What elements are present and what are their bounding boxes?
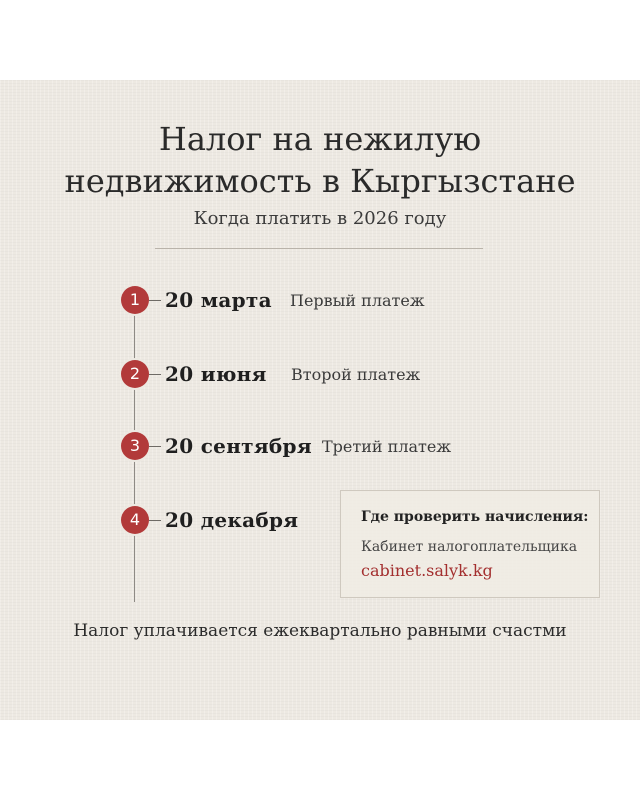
footer-note: Налог уплачивается ежеквартально равными счастми — [73, 621, 567, 641]
step-label: Третий платеж — [322, 437, 452, 456]
page-subtitle: Когда платить в 2026 году — [193, 208, 447, 229]
step-label: Второй платеж — [291, 365, 421, 384]
step-label: Первый платеж — [290, 291, 425, 310]
step-number-badge: 1 — [121, 286, 149, 314]
step-number-badge: 4 — [121, 506, 149, 534]
step-connector — [149, 300, 161, 301]
step-number-badge: 3 — [121, 432, 149, 460]
check-charges-heading: Где проверить начисления: — [361, 509, 589, 525]
tax-info-card — [0, 80, 640, 720]
step-connector — [149, 374, 161, 375]
step-connector — [149, 446, 161, 447]
timeline-step-3 — [0, 432, 640, 462]
step-connector — [149, 520, 161, 521]
step-date: 20 марта — [165, 288, 272, 312]
title-line-1: Налог на нежилую — [158, 120, 482, 158]
taxpayer-cabinet-label: Кабинет налогоплательщика — [361, 539, 578, 555]
cabinet-link[interactable]: cabinet.salyk.kg — [361, 561, 493, 580]
step-date: 20 сентября — [165, 434, 312, 458]
page-title — [0, 118, 640, 202]
check-charges-box — [340, 490, 600, 598]
timeline-step-1 — [0, 286, 640, 316]
timeline-step-2 — [0, 360, 640, 390]
step-date: 20 июня — [165, 362, 267, 386]
step-number-badge: 2 — [121, 360, 149, 388]
title-line-2: недвижимость в Кыргызстане — [64, 162, 576, 200]
title-divider — [155, 248, 483, 249]
step-date: 20 декабря — [165, 508, 299, 532]
